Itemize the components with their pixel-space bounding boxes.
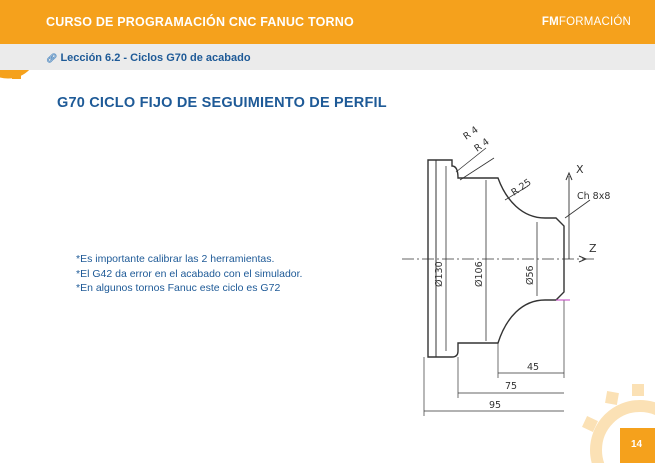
note-item: *En algunos tornos Fanuc este ciclo es G72 [76,282,281,294]
part-outline [428,160,564,357]
page-number: 14 [631,439,643,450]
lesson-label: Lección 6.2 - Ciclos G70 de acabado [60,52,251,64]
brand-logo [542,16,631,28]
lesson-bar [0,44,655,70]
length-label: 75 [505,381,518,392]
diameter-label: Ø106 [474,261,485,287]
radius-label: R 4 [472,136,492,155]
link-icon: 🔗︎ [46,53,58,63]
leader-r4b [460,158,494,180]
lesson-title [46,52,251,64]
diameter-label: Ø130 [434,261,445,287]
brand-logo-rest: FORMACIÓN [558,16,631,28]
note-item: *Es importante calibrar las 2 herramientas. [76,253,275,265]
chamfer-label: Ch 8x8 [577,191,611,202]
length-label: 95 [489,400,502,411]
page-heading: G70 CICLO FIJO DE SEGUIMIENTO DE PERFIL [57,95,387,111]
course-title: CURSO DE PROGRAMACIÓN CNC FANUC TORNO [46,15,354,29]
top-header-bar [0,0,655,44]
notes-list [76,252,302,296]
axis-x-label: X [576,163,584,176]
radius-label: R 4 [461,124,481,143]
note-item: *El G42 da error en el acabado con el simulador. [76,267,303,280]
length-label: 45 [527,362,540,373]
brand-logo-bold: FM [541,16,559,28]
axis-z-label: Z [589,242,597,255]
technical-drawing [400,120,620,420]
radius-label: R 25 [509,176,534,199]
diameter-label: Ø56 [525,265,536,285]
